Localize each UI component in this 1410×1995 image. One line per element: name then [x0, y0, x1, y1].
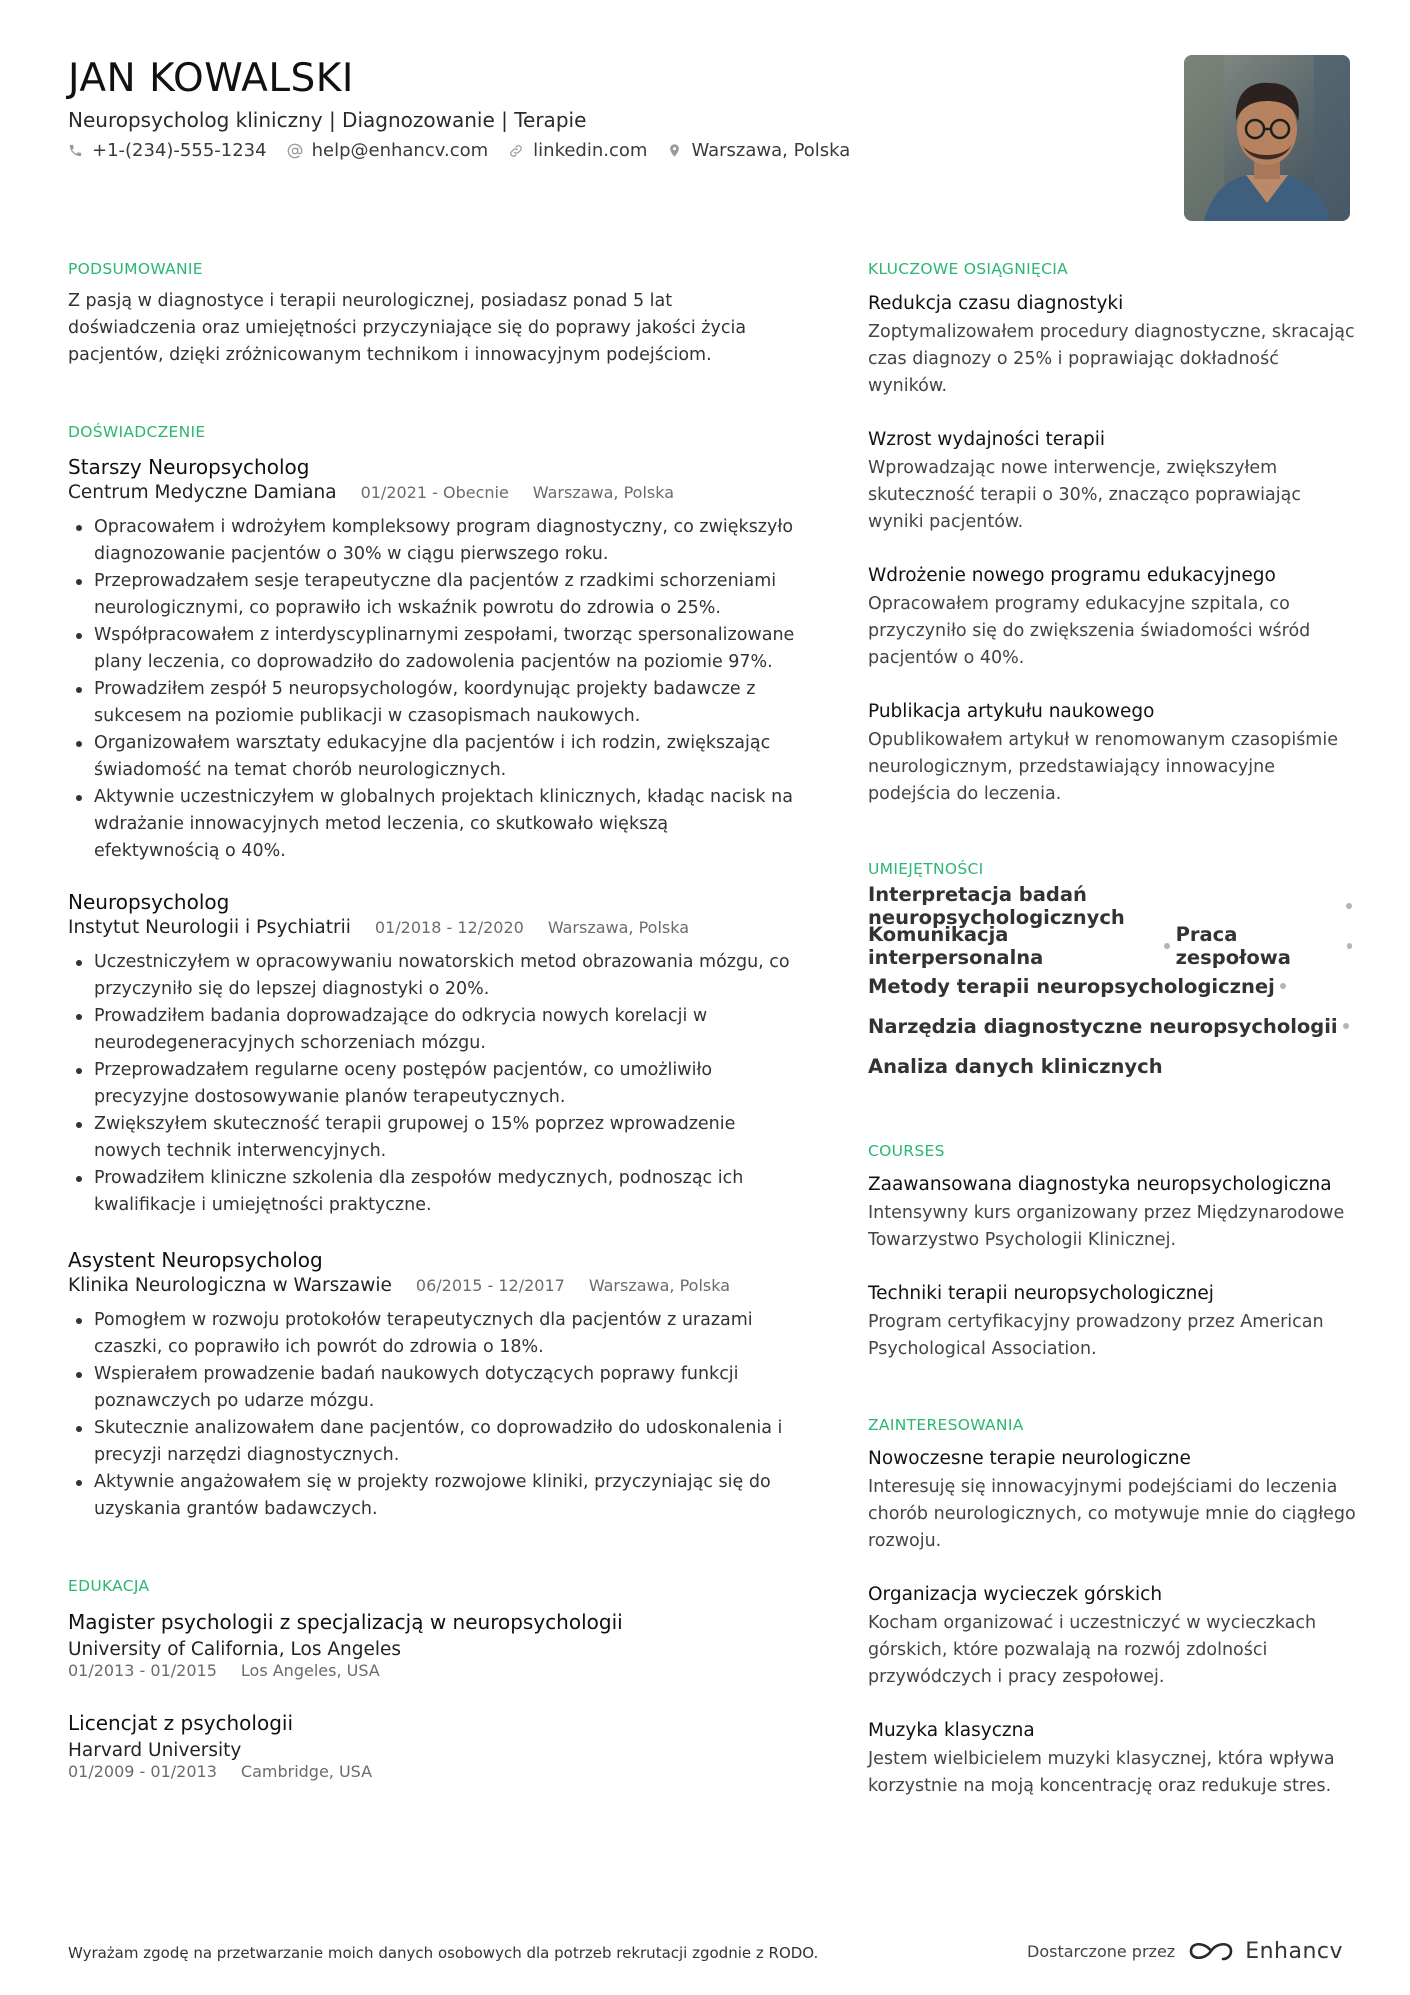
- achievement-desc: Opracowałem programy edukacyjne szpitala, co przyczyniło się do zwiększenia świadomości wśród pacjentów o 40%.: [868, 594, 1311, 668]
- contact-phone[interactable]: [68, 140, 267, 161]
- section-title-summary: PODSUMOWANIE: [68, 260, 203, 278]
- achievement-item: [868, 564, 1358, 672]
- edu-location: Los Angeles, USA: [240, 1661, 380, 1680]
- job-bullet: Wspierałem prowadzenie badań naukowych dotyczących poprawy funkcji poznawczych po udarze mózgu.: [94, 1361, 798, 1415]
- job-meta: [68, 481, 798, 505]
- job-bullets: [68, 949, 798, 1219]
- contact-email[interactable]: [287, 140, 489, 161]
- interest-title: Nowoczesne terapie neurologiczne: [868, 1448, 1191, 1469]
- edu-dates: 01/2013 - 01/2015: [68, 1661, 217, 1680]
- interest-item: [868, 1583, 1358, 1691]
- powered-by-label: Dostarczone przez: [1027, 1941, 1176, 1961]
- interest-desc: Kocham organizować i uczestniczyć w wycieczkach górskich, które pozwalają na rozwój zdolności przywódczych i pracy zespołowej.: [868, 1613, 1317, 1687]
- edu-school: Harvard University: [68, 1740, 242, 1761]
- summary-section: [68, 288, 798, 369]
- skill-tag: Analiza danych klinicznych: [868, 1054, 1163, 1078]
- achievement-title: Wdrożenie nowego programu edukacyjnego: [868, 565, 1276, 586]
- job-location: Warszawa, Polska: [547, 918, 690, 937]
- job-location: Warszawa, Polska: [588, 1276, 731, 1295]
- contact-bar: [68, 140, 870, 161]
- edu-meta: [68, 1661, 798, 1681]
- candidate-subtitle: Neuropsycholog kliniczny | Diagnozowanie | Terapie: [68, 108, 587, 132]
- job-dates: 06/2015 - 12/2017: [415, 1276, 565, 1295]
- job-company: Centrum Medyczne Damiana: [68, 482, 337, 503]
- interest-item: [868, 1719, 1358, 1800]
- achievement-title: Redukcja czasu diagnostyki: [868, 293, 1124, 314]
- achievement-title: Wzrost wydajności terapii: [868, 429, 1106, 450]
- gdpr-consent: Wyrażam zgodę na przetwarzanie moich danych osobowych dla potrzeb rekrutacji zgodnie z RODO.: [68, 1944, 819, 1962]
- skill-tag: Metody terapii neuropsychologicznej: [868, 974, 1275, 998]
- job-bullet: Opracowałem i wdrożyłem kompleksowy program diagnostyczny, co zwiększyło diagnozowanie pacjentów o 30% w ciągu pierwszego roku.: [94, 514, 798, 568]
- edu-school: University of California, Los Angeles: [68, 1639, 402, 1660]
- interest-desc: Jestem wielbicielem muzyki klasycznej, która wpływa korzystnie na moją koncentrację oraz redukuje stres.: [868, 1749, 1335, 1796]
- location-pin-icon: [667, 142, 682, 159]
- candidate-name: JAN KOWALSKI: [68, 56, 354, 101]
- phone-icon: [68, 143, 83, 158]
- skill-row: [868, 923, 1358, 969]
- achievement-item: [868, 292, 1358, 400]
- job-title: Starszy Neuropsycholog: [68, 455, 310, 479]
- skill-row: [868, 1046, 1358, 1086]
- job-bullets: [68, 514, 798, 865]
- job-location: Warszawa, Polska: [532, 483, 675, 502]
- course-title: Techniki terapii neuropsychologicznej: [868, 1283, 1214, 1304]
- interest-item: [868, 1447, 1358, 1555]
- contact-location: [667, 140, 850, 161]
- job-bullet: Współpracowałem z interdyscyplinarnymi zespołami, tworząc spersonalizowane plany leczenia, co doprowadziło do zadowolenia pacjentów na poziomie 97%.: [94, 622, 798, 676]
- job-dates: 01/2018 - 12/2020: [374, 918, 524, 937]
- job-meta: [68, 916, 798, 940]
- education-entry: [68, 1610, 798, 1681]
- separator-dot: [1346, 903, 1352, 909]
- achievement-desc: Wprowadzając nowe interwencje, zwiększyłem skuteczność terapii o 30%, znacząco poprawiając wyniki pacjentów.: [868, 458, 1301, 532]
- skill-tag: Interpretacja badań neuropsychologicznych: [868, 883, 1125, 929]
- job-bullet: Organizowałem warsztaty edukacyjne dla pacjentów i ich rodzin, zwiększając świadomość na temat chorób neurologicznych.: [94, 730, 798, 784]
- education-entry: [68, 1711, 798, 1782]
- interest-title: Organizacja wycieczek górskich: [868, 1584, 1163, 1605]
- job-company: Klinika Neurologiczna w Warszawie: [68, 1275, 392, 1296]
- achievement-item: [868, 428, 1358, 536]
- course-item: [868, 1282, 1358, 1363]
- skill-tag: Praca zespołowa: [1175, 923, 1291, 969]
- section-title-courses: COURSES: [868, 1142, 945, 1160]
- linkedin-text: linkedin.com: [533, 140, 648, 161]
- separator-dot: [1343, 1023, 1349, 1029]
- job-bullet: Przeprowadzałem sesje terapeutyczne dla pacjentów z rzadkimi schorzeniami neurologicznymi, co poprawiło ich wskaźnik powrotu do zdrowia o 25%.: [94, 568, 798, 622]
- edu-dates: 01/2009 - 01/2013: [68, 1762, 217, 1781]
- email-text: help@enhancv.com: [311, 140, 489, 161]
- brand-name: Enhancv: [1245, 1938, 1344, 1964]
- skills-list: [868, 883, 1358, 1086]
- skill-row: [868, 966, 1358, 1006]
- achievement-title: Publikacja artykułu naukowego: [868, 701, 1155, 722]
- section-title-education: EDUKACJA: [68, 1577, 150, 1595]
- edu-degree: Magister psychologii z specjalizacją w neuropsychologii: [68, 1610, 623, 1634]
- job-bullet: Skutecznie analizowałem dane pacjentów, co doprowadziło do udoskonalenia i precyzji narzędzi diagnostycznych.: [94, 1415, 798, 1469]
- enhancv-logo-icon: [1187, 1938, 1235, 1964]
- job-title: Neuropsycholog: [68, 890, 230, 914]
- edu-degree: Licencjat z psychologii: [68, 1711, 293, 1735]
- summary-text: Z pasją w diagnostyce i terapii neurologicznej, posiadasz ponad 5 lat doświadczenia oraz umiejętności przyczyniające się do poprawy jakości życia pacjentów, dzięki zróżnicowanym technikom i innowacyjnym podejściom.: [68, 291, 747, 365]
- job-meta: [68, 1274, 798, 1298]
- experience-entry: [68, 455, 798, 865]
- job-bullet: Pomogłem w rozwoju protokołów terapeutycznych dla pacjentów z urazami czaszki, co poprawiło ich powrót do zdrowia o 18%.: [94, 1307, 798, 1361]
- section-title-interests: ZAINTERESOWANIA: [868, 1416, 1024, 1434]
- section-title-skills: UMIEJĘTNOŚCI: [868, 860, 984, 878]
- job-company: Instytut Neurologii i Psychiatrii: [68, 917, 351, 938]
- job-bullets: [68, 1307, 798, 1523]
- separator-dot: [1280, 983, 1286, 989]
- section-title-achievements: KLUCZOWE OSIĄGNIĘCIA: [868, 260, 1068, 278]
- at-sign-icon: [287, 143, 303, 159]
- location-text: Warszawa, Polska: [691, 140, 851, 161]
- edu-meta: [68, 1762, 798, 1782]
- course-item: [868, 1173, 1358, 1254]
- profile-photo: [1184, 55, 1350, 221]
- job-bullet: Aktywnie uczestniczyłem w globalnych projektach klinicznych, kładąc nacisk na wdrażanie innowacyjnych metod leczenia, co skutkowało większą efektywnością o 40%.: [94, 784, 798, 865]
- job-bullet: Aktywnie angażowałem się w projekty rozwojowe kliniki, przyczyniając się do uzyskania grantów badawczych.: [94, 1469, 798, 1523]
- skill-row: [868, 883, 1358, 929]
- separator-dot: [1347, 943, 1352, 949]
- section-title-experience: DOŚWIADCZENIE: [68, 423, 206, 441]
- job-dates: 01/2021 - Obecnie: [360, 483, 509, 502]
- course-title: Zaawansowana diagnostyka neuropsychologiczna: [868, 1174, 1332, 1195]
- job-bullet: Prowadziłem kliniczne szkolenia dla zespołów medycznych, podnosząc ich kwalifikacje i umiejętności praktyczne.: [94, 1165, 798, 1219]
- experience-entry: [68, 890, 798, 1219]
- skill-tag: Narzędzia diagnostyczne neuropsychologii: [868, 1014, 1338, 1038]
- interest-desc: Interesuję się innowacyjnymi podejściami do leczenia chorób neurologicznych, co motywuje mnie do ciągłego rozwoju.: [868, 1477, 1356, 1551]
- course-desc: Program certyfikacyjny prowadzony przez American Psychological Association.: [868, 1312, 1324, 1359]
- course-desc: Intensywny kurs organizowany przez Międzynarodowe Towarzystwo Psychologii Klinicznej.: [868, 1203, 1345, 1250]
- skill-row: [868, 1006, 1358, 1046]
- powered-by[interactable]: [1027, 1938, 1343, 1964]
- job-title: Asystent Neuropsycholog: [68, 1248, 323, 1272]
- phone-text: +1-(234)-555-1234: [92, 140, 267, 161]
- achievement-desc: Opublikowałem artykuł w renomowanym czasopiśmie neurologicznym, przedstawiający innowacyjne podejścia do leczenia.: [868, 730, 1338, 804]
- edu-location: Cambridge, USA: [240, 1762, 373, 1781]
- job-bullet: Prowadziłem badania doprowadzające do odkrycia nowych korelacji w neurodegeneracyjnych schorzeniach mózgu.: [94, 1003, 798, 1057]
- interest-title: Muzyka klasyczna: [868, 1720, 1035, 1741]
- link-icon: [508, 143, 524, 159]
- achievement-item: [868, 700, 1358, 808]
- experience-entry: [68, 1248, 798, 1523]
- contact-linkedin[interactable]: [508, 140, 647, 161]
- job-bullet: Prowadziłem zespół 5 neuropsychologów, koordynując projekty badawcze z sukcesem na poziomie publikacji w czasopismach naukowych.: [94, 676, 798, 730]
- skill-tag: Komunikacja interpersonalna: [868, 923, 1044, 969]
- job-bullet: Zwiększyłem skuteczność terapii grupowej o 15% poprzez wprowadzenie nowych technik interwencyjnych.: [94, 1111, 798, 1165]
- achievement-desc: Zoptymalizowałem procedury diagnostyczne, skracając czas diagnozy o 25% i poprawiając dokładność wyników.: [868, 322, 1355, 396]
- separator-dot: [1164, 943, 1169, 949]
- job-bullet: Uczestniczyłem w opracowywaniu nowatorskich metod obrazowania mózgu, co przyczyniło się do lepszej diagnostyki o 20%.: [94, 949, 798, 1003]
- job-bullet: Przeprowadzałem regularne oceny postępów pacjentów, co umożliwiło precyzyjne dostosowywanie planów terapeutycznych.: [94, 1057, 798, 1111]
